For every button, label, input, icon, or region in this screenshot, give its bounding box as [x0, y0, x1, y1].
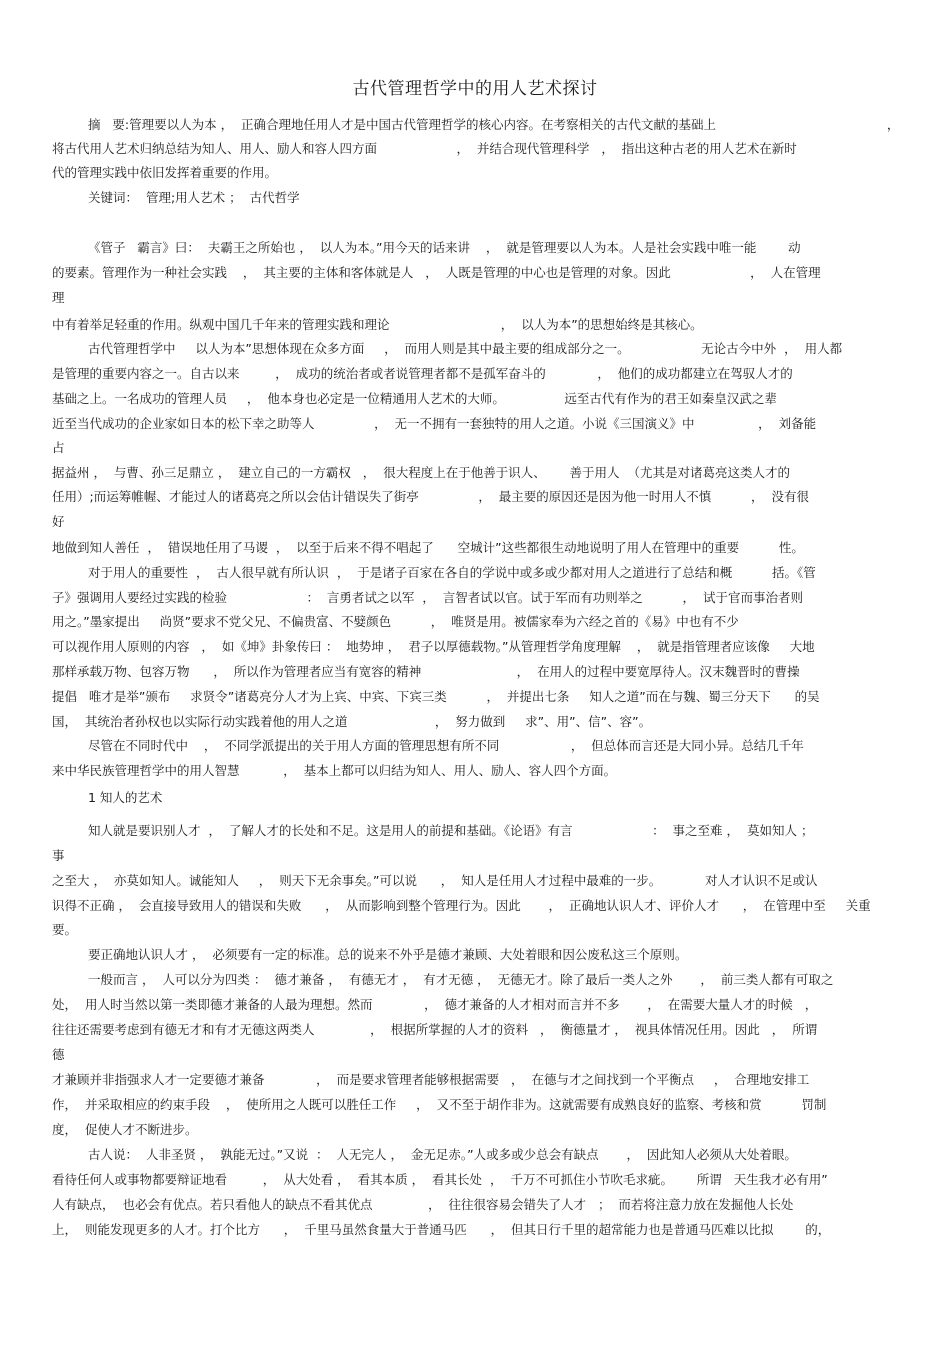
body-line: 往往还需要考虑到有德无才和有才无德这两类人 ， 根据所掌握的人才的资料 ， 衡德量才 ， 视具体情况任用。因此 ， 所谓	[52, 1022, 818, 1037]
abstract-line-2: 将古代用人艺术归纳总结为知人、用人、励人和容人四方面 ， 并结合现代管理科学 ， 指出这种古老的用人艺术在新时	[52, 141, 797, 156]
body-line: 事	[52, 848, 65, 863]
body-line: 知人就是要识别人才 ， 了解人才的长处和不足。这是用人的前提和基础。《论语》有言 ： 事之至难 ， 莫如知人 ；	[88, 823, 814, 838]
body-line: 德	[52, 1047, 65, 1062]
body-line: 是管理的重要内容之一。自古以来 ， 成功的统治者或者说管理者都不是孤军奋斗的 ， 他们的成功都建立在驾驭人才的	[52, 366, 793, 381]
body-line: 才兼顾并非指强求人才一定要德才兼备 ， 而是要求管理者能够根据需要 ， 在德与才之间找到一个平衡点 ， 合理地安排工	[52, 1072, 810, 1087]
body-line: 作， 并采取相应的约束手段 ， 使所用之人既可以胜任工作 ， 又不至于胡作非为。这就需要有成熟良好的监察、考核和赏 罚制	[52, 1097, 827, 1112]
body-line: 识得不正确 ， 会直接导致用人的错误和失败 ， 从而影响到整个管理行为。因此 ， 正确地认识人才、评价人才 ， 在管理中至 关重	[52, 898, 871, 913]
body-line: 古代管理哲学中 以人为本”思想体现在众多方面 ， 而用人则是其中最主要的组成部分之一。 无论古今中外 ， 用人都	[88, 341, 843, 356]
body-line: 中有着举足轻重的作用。纵观中国几千年来的管理实践和理论 ， 以人为本”的思想始终是其核心。	[52, 317, 703, 332]
body-line: 度， 促使人才不断进步。	[52, 1122, 198, 1137]
body-line: 《管子 霸言》曰： 夫霸王之所始也 ， 以人为本。”用今天的话来讲 ， 就是管理要以人为本。人是社会实践中唯一能 动	[88, 240, 801, 255]
body-line: 对于用人的重要性 ， 古人很早就有所认识 ， 于是诸子百家在各自的学说中或多或少都对用人之道进行了总结和概 括。《管	[88, 565, 816, 580]
body-line: 来中华民族管理哲学中的用人智慧 ， 基本上都可以归结为知人、用人、励人、容人四个方面。	[52, 763, 617, 778]
body-line: 好	[52, 514, 65, 529]
body-line: 提倡 唯才是举”颁布 求贤令”诸葛亮分人才为上宾、中宾、下宾三类 ， 并提出七条 知人之道”而在与魏、蜀三分天下 的吴	[52, 689, 820, 704]
page-title: 古代管理哲学中的用人艺术探讨	[352, 79, 598, 99]
abstract-line-1: 摘 要:管理要以人为本 ， 正确合理地任用人才是中国古代管理哲学的核心内容。在考察相关的古代文献的基础上 ，	[88, 117, 900, 132]
keywords-line: 关键词： 管理;用人艺术 ； 古代哲学	[88, 190, 300, 205]
body-line: 可以视作用人原则的内容 ， 如《坤》卦象传曰 ： 地势坤 ， 君子以厚德载物。”从管理哲学角度理解 ， 就是指管理者应该像 大地	[52, 639, 815, 654]
body-line: 任用）;而运筹帷幄、才能过人的诸葛亮之所以会估计错误失了街亭 ， 最主要的原因还是因为他一时用人不慎 ， 没有很	[52, 489, 809, 504]
body-line: 看待任何人或事物都要辩证地看 ， 从大处看 ， 看其本质 ， 看其长处 ， 千万不可抓住小节吹毛求疵。 所谓 天生我才必有用”	[52, 1172, 828, 1187]
body-line: 据益州 ， 与曹、孙三足鼎立 ， 建立自己的一方霸权 ， 很大程度上在于他善于识人、 善于用人 （尤其是对诸葛亮这类人才的	[52, 465, 790, 480]
body-line: 尽管在不同时代中 ， 不同学派提出的关于用人方面的管理思想有所不同 ， 但总体而言还是大同小异。总结几千年	[88, 738, 804, 753]
section-heading: 1 知人的艺术	[88, 790, 163, 805]
body-line: 理	[52, 290, 65, 305]
body-line: 那样承载万物、包容万物 ， 所以作为管理者应当有宽容的精神 ， 在用人的过程中要宽厚待人。汉末魏晋时的曹操	[52, 664, 800, 679]
body-line: 的要素。管理作为一种社会实践 ， 其主要的主体和客体就是人 ， 人既是管理的中心也是管理的对象。因此 ， 人在管理	[52, 265, 821, 280]
body-line: 占	[52, 440, 65, 455]
body-line: 处， 用人时当然以第一类即德才兼备的人最为理想。然而 ， 德才兼备的人才相对而言并不多 ， 在需要大量人才的时候 ，	[52, 997, 818, 1012]
body-line: 上， 则能发现更多的人才。打个比方 ， 千里马虽然食量大于普通马匹 ， 但其日行千里的超常能力也是普通马匹难以比拟 的，	[52, 1222, 831, 1237]
body-line: 之至大 ， 亦莫如知人。诚能知人 ， 则天下无余事矣。”可以说 ， 知人是任用人才过程中最难的一步。 对人才认识不足或认	[52, 873, 818, 888]
body-line: 用之。”墨家提出 尚贤”要求不党父兄、不偏贵富、不嬖颜色 ， 唯贤是用。被儒家奉为六经之首的《易》中也有不少	[52, 614, 739, 629]
body-line: 古人说： 人非圣贤 ， 孰能无过。”又说 ： 人无完人 ， 金无足赤。”人或多或少总会有缺点 ， 因此知人必须从大处着眼。	[88, 1147, 797, 1162]
body-line: 地做到知人善任 ， 错误地任用了马谡 ， 以至于后来不得不唱起了 空城计”这些都很生动地说明了用人在管理中的重要 性。	[52, 540, 804, 555]
body-line: 人有缺点， 也必会有优点。若只看他人的缺点不看其优点 ， 往往很容易会错失了人才 ； 而若将注意力放在发掘他人长处	[52, 1197, 794, 1212]
body-line: 子》强调用人要经过实践的检验 ： 言勇者试之以军 ， 言智者试以官。试于军而有功则举之 ， 试于官而事治者则	[52, 590, 803, 605]
body-line: 国， 其统治者孙权也以实际行动实践着他的用人之道 ， 努力做到 求”、用”、信”、容”。	[52, 714, 652, 729]
body-line: 基础之上。一名成功的管理人员 ， 他本身也必定是一位精通用人艺术的大师。 远至古代有作为的君王如秦皇汉武之辈	[52, 391, 777, 406]
body-line: 一般而言 ， 人可以分为四类 ： 德才兼备 ， 有德无才 ， 有才无德 ， 无德无才。除了最后一类人之外 ， 前三类人都有可取之	[88, 972, 834, 987]
abstract-line-3: 代的管理实践中依旧发挥着重要的作用。	[52, 165, 278, 180]
body-line: 要正确地认识人才 ， 必须要有一定的标准。总的说来不外乎是德才兼顾、大处着眼和因公废私这三个原则。	[88, 947, 688, 962]
body-line: 要。	[52, 922, 78, 937]
body-line: 近至当代成功的企业家如日本的松下幸之助等人 ， 无一不拥有一套独特的用人之道。小说《三国演义》中 ， 刘备能	[52, 416, 817, 431]
